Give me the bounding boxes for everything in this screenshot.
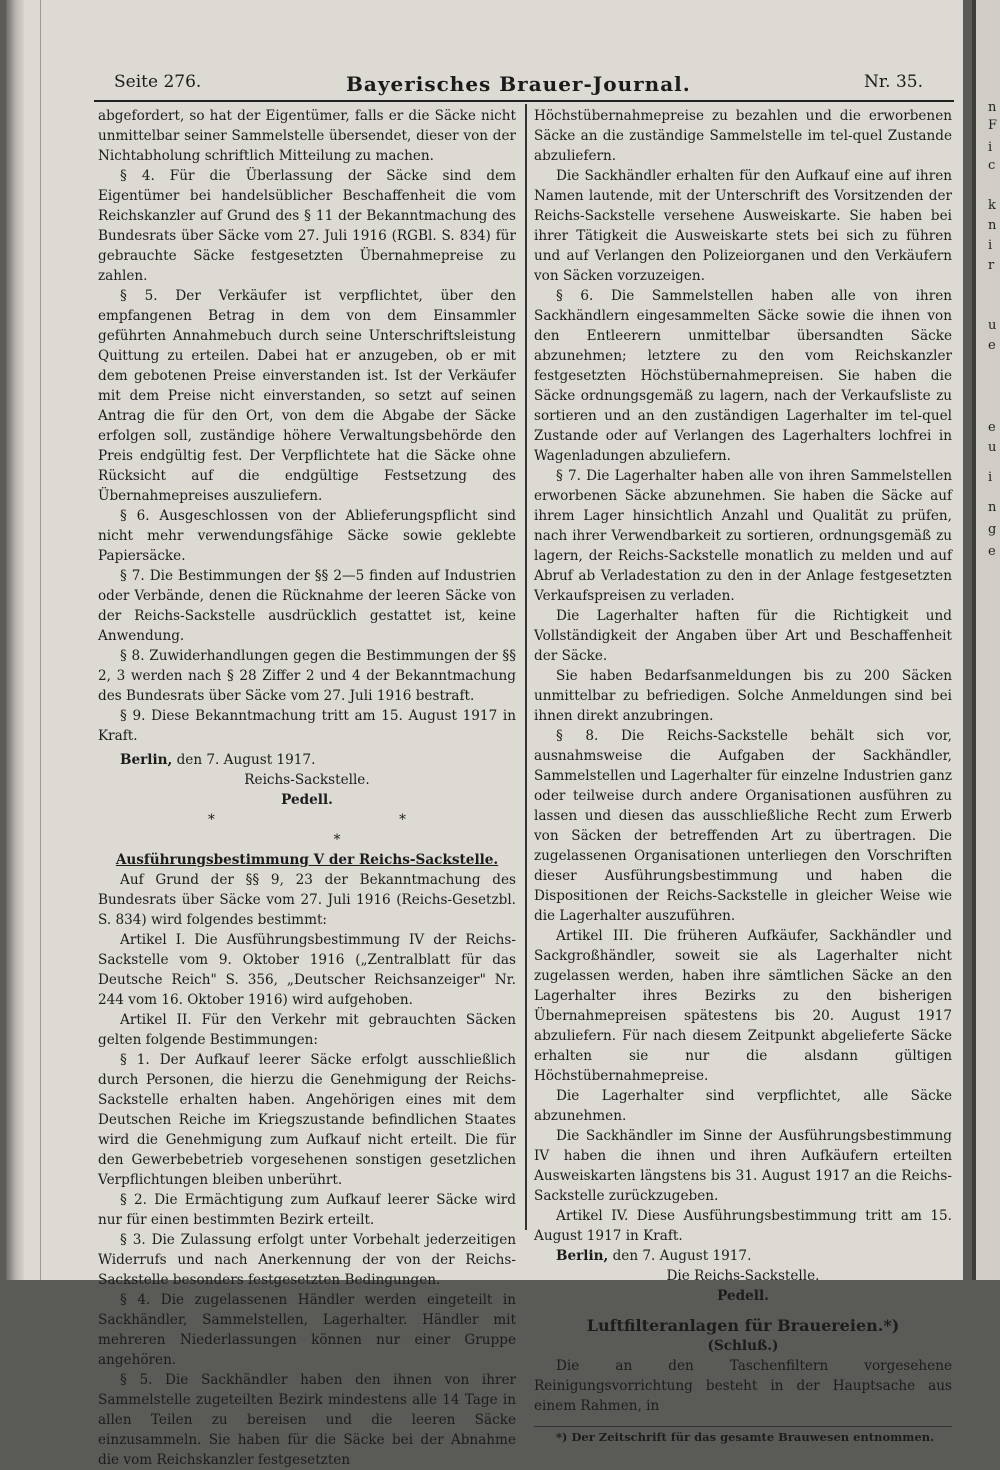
header-rule	[94, 100, 954, 102]
page-header	[6, 72, 963, 96]
dateline-date: den 7. August 1917.	[608, 1248, 752, 1264]
fragment-text: c	[988, 158, 996, 173]
paragraph: Die Lagerhalter haften für die Richtigkeit und Vollständigkeit der Angaben über Art und Beschaffenheit der Säcke.	[534, 608, 952, 664]
paragraph: § 4. Für die Überlassung der Säcke sind dem Eigentümer bei handelsüblicher Beschaffenheit die vom Reichskanzler auf Grund des § 11 der Bekanntmachung des Bundesrats über Säcke vom 27. Juli 1916 (RGBl. S. 834) für gebrauchte Säcke festgesetzten Übernahmepreise zu zahlen.	[98, 168, 516, 284]
fragment-text: k	[988, 198, 996, 213]
paragraph: Sie haben Bedarfsanmeldungen bis zu 200 Säcken unmittelbar zu befriedigen. Solche Anmeldungen sind bei ihnen direkt anzubringen.	[534, 668, 952, 724]
paragraph: § 1. Der Aufkauf leerer Säcke erfolgt ausschließlich durch Personen, die hierzu die Genehmigung der Reichs-Sackstelle erhalten haben. Angehörigen eines mit dem Deutschen Reiche im Kriegszustande befindlichen Staates wird die Genehmigung zum Aufkauf nicht erteilt. Die für den Gewerbebetrieb vorgesehenen sonstigen gesetzlichen Verpflichtungen bleiben unberührt.	[98, 1052, 516, 1188]
dateline	[98, 750, 516, 770]
paragraph: Die an den Taschenfiltern vorgesehene Reinigungsvorrichtung besteht in der Hauptsache aus einem Rahmen, in	[534, 1358, 952, 1414]
issue-number: Nr. 35.	[864, 72, 923, 92]
fragment-text: r	[988, 258, 995, 273]
paragraph: § 8. Die Reichs-Sackstelle behält sich vor, ausnahmsweise die Aufgaben der Sackhändler, Sammelstellen und Lagerhalter für einzelne Industrien ganz oder teilweise durch andere Organisationen ausführen zu lassen und diesen das ausschließliche Recht zum Erwerb von Säcken der betreffenden Art zu übertragen. Die zugelassenen Organisationen unterliegen den Vorschriften dieser Ausführungsbestimmung und haben die Dispositionen der Reichs-Sackstelle in gleicher Weise wie die Lagerhalter auszuführen.	[534, 728, 952, 924]
signature: Pedell.	[281, 792, 333, 808]
star-divider: *	[333, 832, 341, 848]
signature: Pedell.	[717, 1288, 769, 1304]
fragment-text: F	[988, 118, 998, 133]
page-binding	[6, 0, 24, 1280]
fragment-text: n	[988, 218, 997, 233]
fragment-text: n	[988, 500, 997, 515]
fragment-text: u	[988, 440, 997, 455]
dateline-place: Berlin,	[556, 1248, 609, 1264]
article-heading: Luftfilteranlagen für Brauereien.*)	[586, 1316, 900, 1335]
paragraph: § 5. Der Verkäufer ist verpflichtet, über den empfangenen Betrag in dem von dem Einsammler geführten Annahmebuch durch seine Unterschriftsleistung Quittung zu erteilen. Dabei hat er anzugeben, ob er mit dem gebotenen Preise einverstanden ist. Ist der Verkäufer mit dem Preise nicht einverstanden, so setzt auf seinen Antrag die für den Ort, von dem die Abgabe der Säcke erfolgen soll, zuständige höhere Verwaltungsbehörde den Preis endgültig fest. Der Verpflichtete hat die Säcke ohne Rücksicht auf die endgültige Festsetzung des Übernahmepreises auszuliefern.	[98, 288, 516, 504]
paragraph: § 6. Ausgeschlossen von der Ablieferungspflicht sind nicht mehr verwendungsfähige Säcke sowie geklebte Papiersäcke.	[98, 508, 516, 564]
fragment-text: e	[988, 338, 996, 353]
paragraph: Artikel II. Für den Verkehr mit gebrauchten Säcken gelten folgende Bestimmungen:	[98, 1012, 516, 1048]
paragraph: § 8. Zuwiderhandlungen gegen die Bestimmungen der §§ 2, 3 werden nach § 28 Ziffer 2 und 4 der Bekanntmachung des Bundesrats über Säcke vom 27. Juli 1916 bestraft.	[98, 648, 516, 704]
fragment-text: e	[988, 544, 996, 559]
paragraph: § 9. Diese Bekanntmachung tritt am 15. August 1917 in Kraft.	[98, 708, 516, 744]
paragraph: § 3. Die Zulassung erfolgt unter Vorbehalt jederzeitigen Widerrufs und nach Anerkennung der von der Reichs-Sackstelle besonders festgesetzten Bedingungen.	[98, 1232, 516, 1288]
dateline-place: Berlin,	[120, 752, 173, 768]
dateline	[534, 1246, 952, 1266]
fragment-text: e	[988, 420, 996, 435]
paragraph: § 2. Die Ermächtigung zum Aufkauf leerer Säcke wird nur für einen bestimmten Bezirk erteilt.	[98, 1192, 516, 1228]
paragraph: § 5. Die Sackhändler haben den ihnen von ihrer Sammelstelle zugeteilten Bezirk mindestens alle 14 Tage in allen Teilen zu bereisen und die leeren Säcke einzusammeln. Sie haben für die Säcke bei der Abnahme die vom Reichskanzler festgesetzten	[98, 1372, 516, 1468]
fragment-text: g	[988, 522, 997, 537]
issuing-authority: Die Reichs-Sackstelle.	[666, 1268, 820, 1284]
left-column	[98, 106, 516, 1470]
paragraph: § 7. Die Lagerhalter haben alle von ihren Sammelstellen erworbenen Säcke abzunehmen. Sie haben die Säcke auf ihrem Lager hinsichtlich Anzahl und Qualität zu prüfen, nach ihrer Verwendbarkeit zu sortieren, ordnungsgemäß zu lagern, der Reichs-Sackstelle monatlich zu melden und auf Abruf ab Verladestation zu den in der Anlage festgesetzten Verkaufspreisen zu verladen.	[534, 468, 952, 604]
right-column	[534, 106, 952, 1447]
paragraph: abgefordert, so hat der Eigentümer, falls er die Säcke nicht unmittelbar seiner Sammelstelle übersendet, dieser von der Nichtabholung schriftlich Mitteilung zu machen.	[98, 108, 516, 164]
fragment-text: i	[988, 238, 993, 253]
paragraph: § 6. Die Sammelstellen haben alle von ihren Sackhändlern eingesammelten Säcke sowie die ihnen von den Entleerern unmittelbar übersandten Säcke abzunehmen; letztere zu den vom Reichskanzler festgesetzten Höchstübernahmepreisen. Sie haben die Säcke ordnungsgemäß zu lagern, nach der Verkaufsliste zu sortieren und an den zuständigen Lagerhalter im tel-quel Zustande oder auf Verlangen des Lagerhalters lochfrei in Wagenladungen abzuliefern.	[534, 288, 952, 464]
fragment-text: i	[988, 470, 993, 485]
paragraph: § 4. Die zugelassenen Händler werden eingeteilt in Sackhändler, Sammelstellen, Lagerhalter. Händler mit mehreren Niederlassungen können nur einer Gruppe angehören.	[98, 1292, 516, 1368]
paragraph: § 7. Die Bestimmungen der §§ 2—5 finden auf Industrien oder Verbände, denen die Rücknahme der leeren Säcke von der Reichs-Sackstelle ausdrücklich gestattet ist, keine Anwendung.	[98, 568, 516, 644]
paragraph: Höchstübernahmepreise zu bezahlen und die erworbenen Säcke an die zuständige Sammelstelle im tel-quel Zustande abzuliefern.	[534, 108, 952, 164]
dateline-date: den 7. August 1917.	[172, 752, 316, 768]
fragment-text: u	[988, 318, 997, 333]
paragraph: Die Sackhändler im Sinne der Ausführungsbestimmung IV haben die ihnen und ihren Aufkäufern erteilten Ausweiskarten längstens bis 31. August 1917 an die Reichs-Sackstelle zurückzugeben.	[534, 1128, 952, 1204]
fragment-text: i	[988, 140, 993, 155]
paragraph: Artikel IV. Diese Ausführungsbestimmung tritt am 15. August 1917 in Kraft.	[534, 1208, 952, 1244]
article-subheading: (Schluß.)	[707, 1338, 779, 1354]
footnote: *) Der Zeitschrift für das gesamte Brauwesen entnommen.	[556, 1430, 935, 1444]
page	[6, 0, 963, 1468]
paragraph: Artikel III. Die früheren Aufkäufer, Sackhändler und Sackgroßhändler, soweit sie als Lagerhalter nicht zugelassen werden, haben ihre sämtlichen Säcke an den Lagerhalter ihres Bezirks zu den bisherigen Übernahmepreisen spätestens bis 20. August 1917 abzuliefern. Für nach diesem Zeitpunkt abgelieferte Säcke erhalten sie nur die alsdann gültigen Höchstübernahmepreise.	[534, 928, 952, 1084]
paragraph: Die Lagerhalter sind verpflichtet, alle Säcke abzunehmen.	[534, 1088, 952, 1124]
page-shadow	[972, 0, 976, 1280]
page-number: Seite 276.	[114, 72, 202, 92]
adjacent-page-edge	[972, 0, 1000, 1280]
stars-divider: * *	[208, 812, 496, 828]
paragraph: Die Sackhändler erhalten für den Aufkauf eine auf ihren Namen lautende, mit der Unterschrift des Vorsitzenden der Reichs-Sackstelle versehene Ausweiskarte. Sie haben bei ihrer Tätigkeit die Ausweiskarte stets bei sich zu führen und auf Verlangen den Polizeiorganen und den Verkäufern von Säcken vorzuzeigen.	[534, 168, 952, 284]
paragraph: Artikel I. Die Ausführungsbestimmung IV der Reichs-Sackstelle vom 9. Oktober 1916 („Zentralblatt für das Deutsche Reich" S. 356, „Deutscher Reichsanzeiger" Nr. 244 vom 16. Oktober 1916) wird aufgehoben.	[98, 932, 516, 1008]
gutter-line	[40, 0, 41, 1280]
column-divider	[525, 104, 527, 1230]
journal-title: Bayerisches Brauer-Journal.	[346, 72, 691, 96]
paragraph: Auf Grund der §§ 9, 23 der Bekanntmachung des Bundesrats über Säcke vom 27. Juli 1916 (Reichs-Gesetzbl. S. 834) wird folgendes bestimmt:	[98, 872, 516, 928]
fragment-text: n	[988, 100, 997, 115]
issuing-authority: Reichs-Sackstelle.	[244, 772, 370, 788]
section-heading: Ausführungsbestimmung V der Reichs-Sackstelle.	[115, 852, 499, 868]
